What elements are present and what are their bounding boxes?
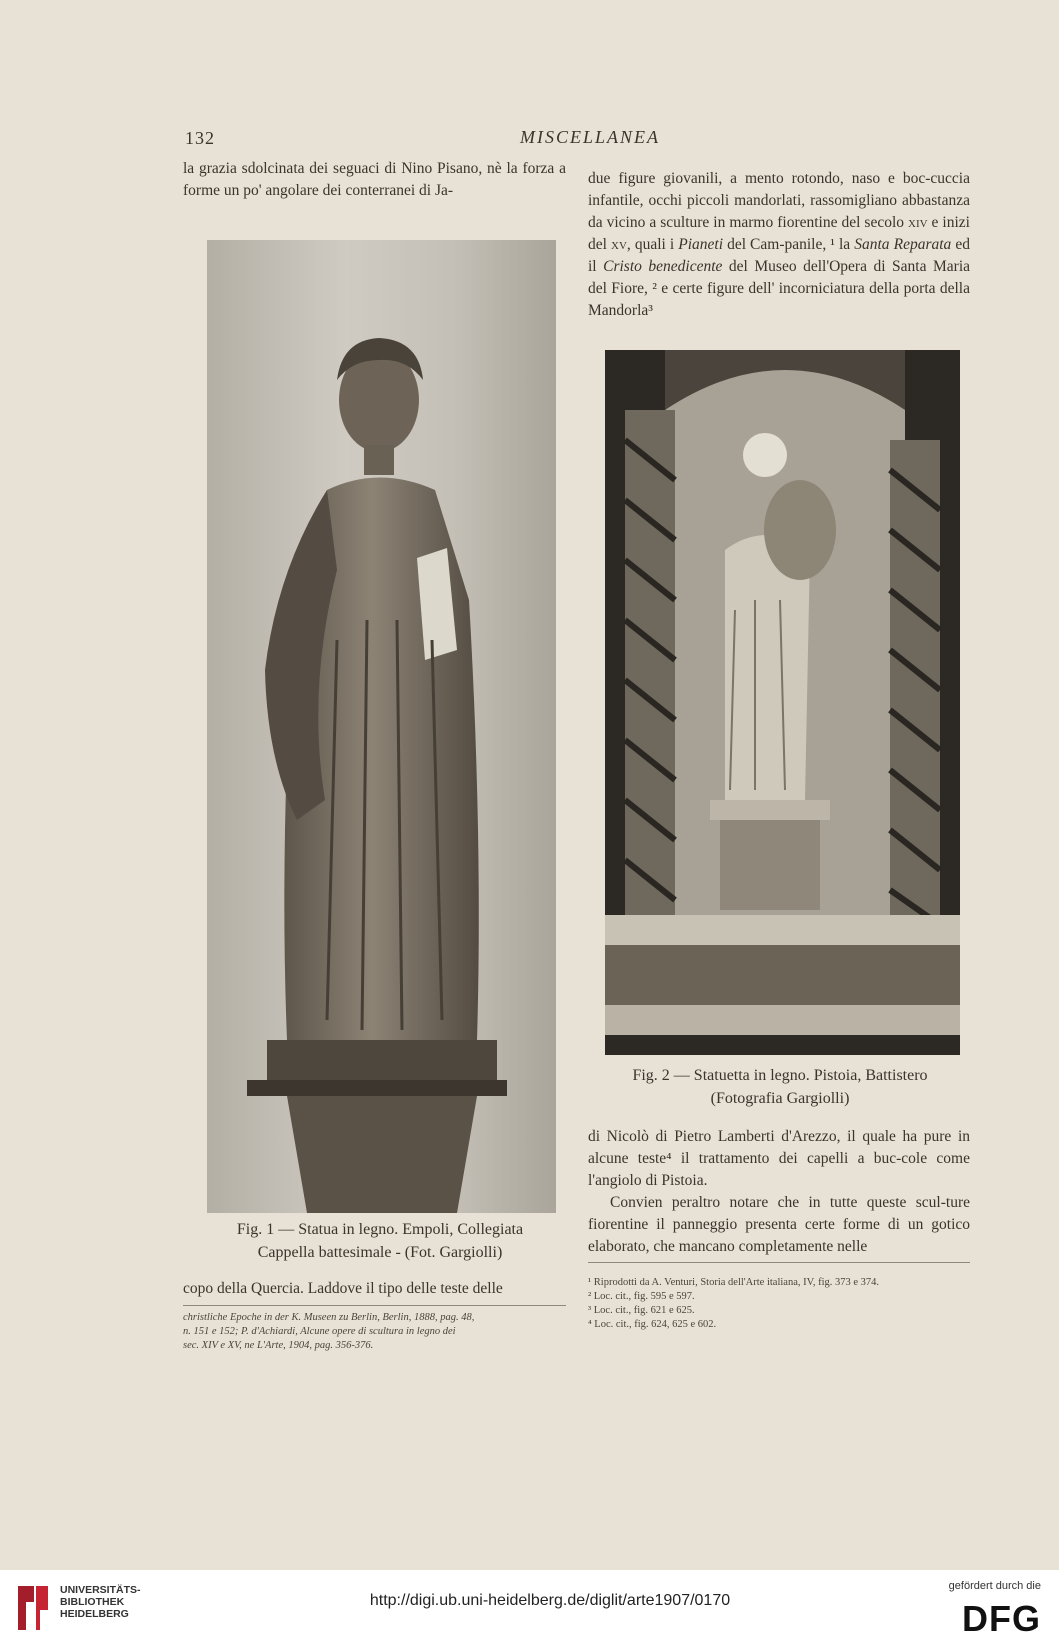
running-title: MISCELLANEA (519, 127, 660, 147)
figure-2-caption-line-2: (Fotografia Gargiolli) (710, 1090, 850, 1107)
footer-bar (0, 1570, 1059, 1646)
page-number: 132 (185, 128, 215, 148)
left-footnotes (183, 1311, 566, 1353)
figure-1-caption (190, 1218, 570, 1264)
permalink-url[interactable]: http://digi.ub.uni-heidelberg.de/diglit/arte1907/0170 (369, 1592, 731, 1609)
niche-statuette-illustration (605, 350, 960, 1055)
figure-2-caption (590, 1064, 970, 1110)
left-footnote-line-1: christliche Epoche in der K. Museen zu Berlin, Berlin, 1888, pag. 48, (183, 1312, 475, 1323)
funding-note: gefördert durch die (948, 1580, 1041, 1592)
figure-2-caption-line-1: Fig. 2 — Statuetta in legno. Pistoia, Battistero (632, 1067, 928, 1084)
footnote-rule-left (183, 1305, 566, 1306)
figure-1-caption-line-1: Fig. 1 — Statua in legno. Empoli, Collegiata (236, 1221, 524, 1238)
right-footnote-1: ¹ Riprodotti da A. Venturi, Storia dell'Arte italiana, IV, fig. 373 e 374. (588, 1277, 880, 1288)
dfg-logo: DFG (962, 1598, 1041, 1639)
right-column-top-text: due figure giovanili, a mento rotondo, naso e boc-cuccia infantile, occhi piccoli mandorlati, rassomigliano abbastanza da vicino a sculture in marmo fiorentine del secolo xiv e inizi del xv, quali i Pianeti del Cam-panile, ¹ la Santa Reparata ed il Cristo benedicente del Museo dell'Opera di Santa Maria del Fiore, ² e certe figure dell' incorniciatura della porta della Mandorla³ (588, 170, 970, 319)
left-column-bottom-text: copo della Quercia. Laddove il tipo delle teste delle (183, 1280, 503, 1297)
statue-illustration (207, 240, 556, 1213)
left-footnote-line-2: n. 151 e 152; P. d'Achiardi, Alcune opere di scultura in legno dei (183, 1326, 456, 1337)
figure-2-photo (605, 350, 960, 1055)
right-footnote-2: ² Loc. cit., fig. 595 e 597. (588, 1291, 695, 1302)
right-footnote-4: ⁴ Loc. cit., fig. 624, 625 e 602. (588, 1319, 717, 1330)
left-footnote-line-3: sec. XIV e XV, ne L'Arte, 1904, pag. 356-376. (183, 1340, 374, 1351)
right-footnotes (588, 1276, 970, 1332)
university-logo-icon (14, 1580, 52, 1636)
university-name: UNIVERSITÄTS- BIBLIOTHEK HEIDELBERG (60, 1584, 141, 1620)
right-column-middle-text: di Nicolò di Pietro Lamberti d'Arezzo, il quale ha pure in alcune teste⁴ il trattamento dei capelli a buc-cole come l'angiolo di Pistoia. Convien peraltro notare che in tutte queste scul-ture fiorentine il panneggio presenta certe forme di un gotico elaborato, che mancano completamente nelle (588, 1128, 970, 1255)
figure-1-caption-line-2: Cappella battesimale - (Fot. Gargiolli) (257, 1244, 503, 1261)
right-footnote-3: ³ Loc. cit., fig. 621 e 625. (588, 1305, 695, 1316)
footnote-rule-right (588, 1262, 970, 1263)
left-column-top-text: la grazia sdolcinata dei seguaci di Nino Pisano, nè la forza a forme un po' angolare dei conterranei di Ja- (183, 160, 566, 199)
figure-1-photo (207, 240, 556, 1213)
